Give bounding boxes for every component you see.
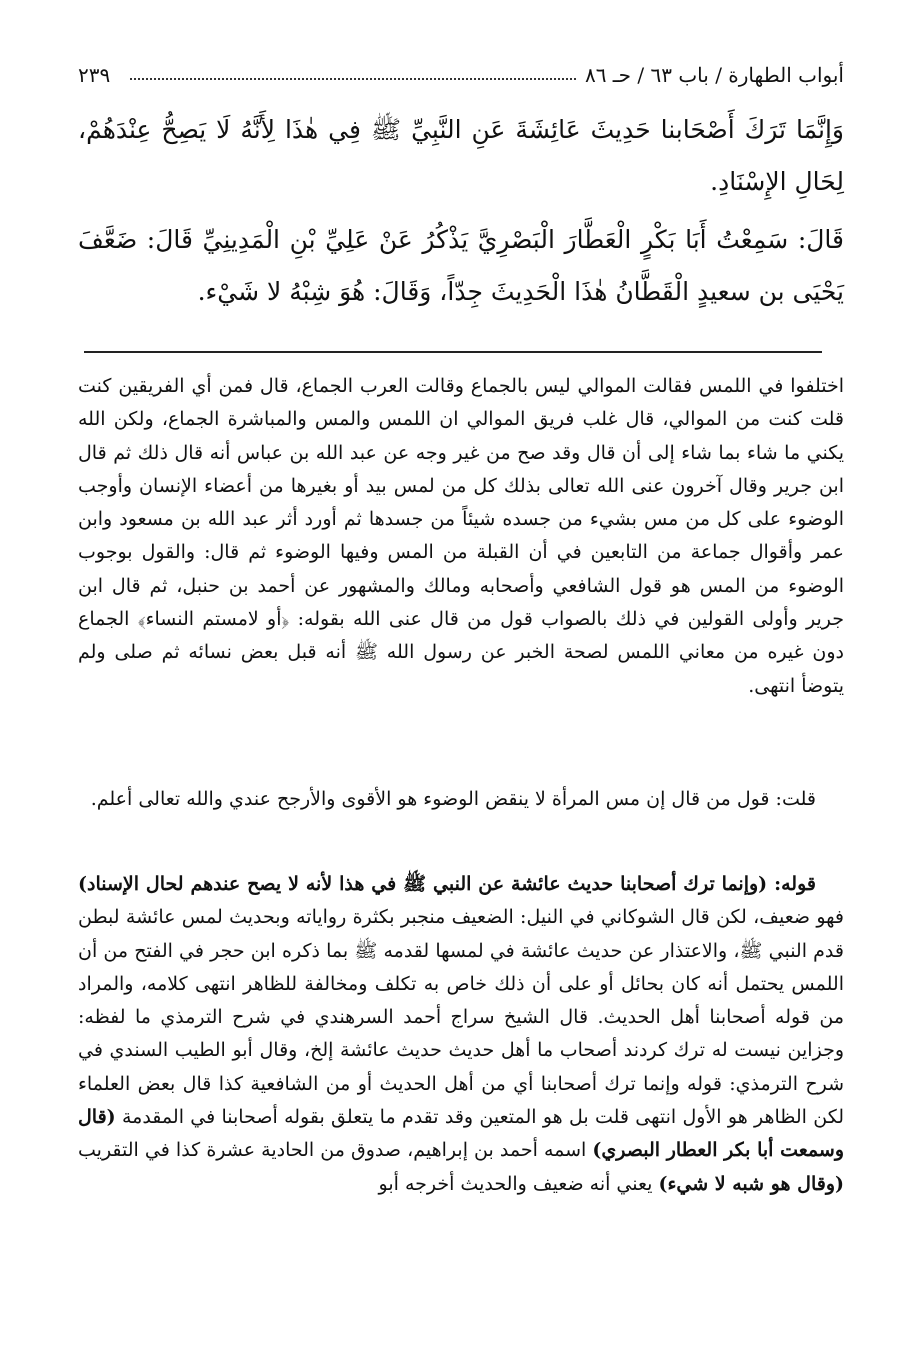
commentary-text: اسمه أحمد بن إبراهيم، صدوق من الحادية عشرة كذا في التقريب xyxy=(78,1139,593,1162)
commentary-text: اختلفوا في اللمس فقالت الموالي ليس بالجماع وقالت العرب الجماع، قال فمن أي الفريقين كنت قلت كنت من الموالي، قال غلب فريق الموالي ان اللمس والمس والمباشرة الجماع، ولكن الله يكني ما شاء بما شاء إلى أن قال وقد صح من غير وجه عن عبد الله بن عباس أنه قال ذلك ثم قال ابن جرير وقال آخرون عنى الله تعالى بذلك كل من لمس بيد أو بغيرها من أعضاء الإنسان وأوجب الوضوء على كل من مس بشيء من جسده شيئاً من جسدها ثم أورد أثر عبد الله بن مسعود وابن عمر وأقوال جماعة من التابعين في أن القبلة من المس وفيها الوضوء ثم قال: والقول بوجوب الوضوء من المس هو قول الشافعي وأصحابه ومالك والمشهور عن أحمد بن حنبل، ثم قال ابن جرير وأولى القولين في ذلك بالصواب قول من قال عنى الله بقوله: ﴿أو لامستم النساء﴾ الجماع دون غيره من معاني اللمس لصحة الخبر عن رسول الله ﷺ أنه قبل بعض نسائه ثم صلى ولم يتوضأ انتهى. xyxy=(78,375,844,697)
page-number: ٢٣٩ xyxy=(78,63,111,87)
commentary-text: فهو ضعيف، لكن قال الشوكاني في النيل: الضعيف منجبر بكثرة رواياته وبحديث لمس عائشة لبطن قدم النبي ﷺ، والاعتذار عن حديث عائشة في لمسها لقدمه ﷺ بما ذكره ابن حجر في الفتح من أن اللمس يحتمل أنه كان بحائل أو على أن ذلك خاص به تكلف ومخالفة للظاهر انتهى كلامه، والمراد من قوله أصحابنا أهل الحديث. قال الشيخ سراج أحمد السرهندي في شرح الترمذي ما لفظه: وجزاين نيست له ترك كردند أصحاب ما أهل حديث حديث عائشة إلخ، وقال أبو الطيب السندي في شرح الترمذي: قوله وإنما ترك أصحابنا أي من أهل الحديث أو من الشافعية كذا قال بعض العلماء لكن الظاهر هو الأول انتهى قلت بل هو المتعين وقد تقدم ما يتعلق بقوله أصحابنا في المقدمة xyxy=(78,906,844,1129)
commentary-text: قلت: قول من قال إن مس المرأة لا ينقض الوضوء هو الأقوى والأرجح عندي والله تعالى أعلم. xyxy=(90,788,816,810)
commentary-paragraph-3 xyxy=(78,868,844,1201)
hadith-text: قَالَ: سَمِعْتُ أَبَا بَكْرٍ الْعَطَّارَ الْبَصْرِيَّ يَذْكُرُ عَنْ عَلِيِّ بْنِ الْمَدِينِيِّ قَالَ: ضَعَّفَ يَحْيَى بن سعيدٍ الْقَطَّانُ هٰذَا الْحَدِيثَ جِدّاً، وَقَالَ: هُوَ شِبْهُ لا شَيْء. xyxy=(78,225,844,306)
footnote-divider xyxy=(84,351,822,353)
commentary-paragraph-1 xyxy=(78,370,844,703)
quoted-matn-3: (وقال هو شبه لا شيء) xyxy=(658,1172,844,1195)
hadith-text-paragraph-1 xyxy=(78,104,844,208)
quoted-matn-1: (وإنما ترك أصحابنا حديث عائشة عن النبي ﷺ في هذا لأنه لا يصح عندهم لحال الإسناد) xyxy=(78,873,768,895)
dotted-leader xyxy=(130,64,576,80)
commentary-text: يعني أنه ضعيف والحديث أخرجه أبو xyxy=(378,1172,659,1195)
running-title: أبواب الطهارة / باب ٦٣ / حـ ٨٦ xyxy=(584,63,844,87)
commentary-lead: قوله: xyxy=(767,873,816,895)
quoted-matn-2: (قال وسمعت أبا بكر العطار البصري) xyxy=(78,1106,844,1162)
hadith-text: وَإِنَّمَا تَرَكَ أَصْحَابنا حَدِيثَ عَائِشَةَ عَنِ النَّبِيِّ ﷺ فِي هٰذَا لِأَنَّهُ لَا يَصِحُّ عِنْدَهُمْ، لِحَالِ الإِسْنَادِ. xyxy=(78,115,845,196)
page-header xyxy=(78,58,844,92)
commentary-paragraph-2 xyxy=(78,783,844,816)
hadith-text-paragraph-2 xyxy=(78,214,844,318)
